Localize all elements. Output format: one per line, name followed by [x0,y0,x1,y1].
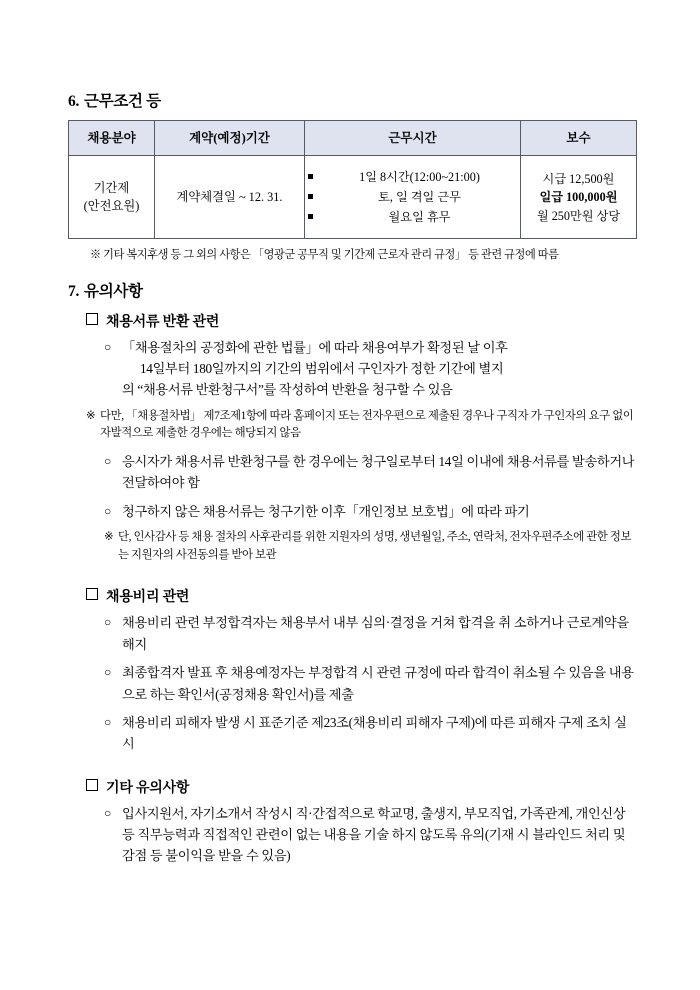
cell-pay [521,156,637,239]
section-7 [68,282,636,867]
header-contract-period: 계약(예정)기간 [155,121,305,156]
table-footnote: ※ 기타 복지후생 등 그 외의 사항은 「영광군 공무직 및 기간제 근로자 관리 규정」 등 관련 규정에 따름 [90,249,559,262]
list-item-line-1: 청구하지 않은 채용서류는 청구기한 이후「개인정보 보호법」에 따라 파기 [122,503,530,519]
list-item [104,501,636,522]
pay-line-1: 시급 12,500원 [542,171,615,186]
cell-recruit-field [69,156,155,239]
cell-contract-period: 계약체결일 ~ 12. 31. [155,156,305,239]
list-recruitment-corruption [104,612,636,754]
list-item-line-1: 채용비리 피해자 발생 시 표준기준 제23조(채용비리 피해자 구제)에 [122,714,488,730]
header-pay: 보수 [521,121,637,156]
working-hours-item-1: 1일 8시간(12:00~21:00) [308,167,517,187]
list-document-return-2 [104,451,636,522]
list-item-line-2: 가족관계, 개인신상 등 직무능력과 직접적인 관련이 없는 내용을 기술 [122,805,626,843]
header-working-hours: 근무시간 [305,121,521,156]
note-document-return-1 [86,408,636,443]
list-item-line-1: 응시자가 채용서류 반환청구를 한 경우에는 청구일로부터 14일 이내에 [122,454,504,470]
note-marker: ※ [86,409,96,422]
list-item-line-3: 하지 않도록 유의(기재 시 블라인드 처리 및 감점 등 불이익을 받을 수 있음) [122,827,626,864]
list-item-line-2: 소하거나 근로계약을 해지 [122,615,629,652]
note-marker: ※ [104,531,114,544]
list-marker: ○ [104,503,111,518]
list-item-line-2: 따른 피해자 구제 조치 실시 [122,714,627,752]
section-7-title: 유의사항 [84,283,143,301]
list-marker: ○ [104,454,111,469]
field-line-2: (안전요원) [83,199,140,214]
list-item-line-1: 「채용절차의 공정화에 관한 법률」에 따라 채용여부가 확정된 날 이후 [122,339,508,355]
list-item [104,712,636,755]
section-7-heading [68,282,636,301]
list-item [104,803,636,867]
checkbox-icon [86,588,98,600]
subheading-other-notices [86,777,636,797]
section-6-title: 근무조건 등 [84,93,161,110]
list-item-line-3: 의 “채용서류 반환청구서”를 작성하여 반환을 청구할 수 있음 [122,382,453,398]
pay-line-3: 월 250만원 상당 [536,208,621,223]
header-recruit-field: 채용분야 [69,121,155,156]
note-line-1: 다만, 「채용절차법」 제7조제1항에 따라 홈페이지 또는 전자우편으로 제출된 경우나 구직자 [100,409,529,422]
list-item-line-2: 취소될 수 있음을 내용으로 하는 확인서(공정채용 확인서)를 제출 [122,665,634,702]
field-line-1: 기간제 [93,180,130,195]
cell-working-hours [305,156,521,239]
list-other-notices [104,803,636,867]
section-6-heading [68,92,636,111]
table-header-row [69,121,637,156]
list-marker: ○ [104,805,111,820]
list-marker: ○ [104,665,111,680]
working-conditions-table [68,120,637,239]
working-hours-item-3: 월요일 휴무 [308,207,517,227]
list-item-line-1: 최종합격자 발표 후 채용예정자는 부정합격 시 관련 규정에 따라 합격이 [122,665,510,681]
list-item [104,612,636,655]
list-item [104,451,636,494]
list-item [104,337,636,401]
section-6-number: 6. [68,93,80,110]
table-body [69,156,637,239]
subheading-recruitment-corruption-label: 채용비리 관련 [106,590,190,606]
list-item [104,662,636,705]
subheading-recruitment-corruption [86,586,636,606]
working-hours-item-2: 토, 일 격일 근무 [308,187,517,207]
list-item-line-1: 입사지원서, 자기소개서 작성시 직·간접적으로 학교명, 출생지, 부모직업, [122,805,517,821]
working-hours-list [308,167,517,227]
list-document-return-1 [104,337,636,401]
list-marker: ○ [104,615,111,630]
list-marker: ○ [104,714,111,729]
section-7-number: 7. [68,283,80,301]
pay-line-2: 일급 100,000원 [539,190,618,205]
document-content [68,92,636,874]
note-document-return-2 [104,529,636,564]
list-marker: ○ [104,339,111,354]
table-row [69,156,637,239]
list-item-line-2: 채용서류를 발송하거나 전달하여야 함 [122,454,635,491]
subheading-other-notices-label: 기타 유의사항 [106,780,190,796]
checkbox-icon [86,779,98,791]
subheading-document-return [86,311,636,331]
note-line-1: 단, 인사감사 등 채용 절차의 사후관리를 위한 지원자의 성명, 생년월일, 주소, 연락처, [118,531,508,544]
list-item-line-1: 채용비리 관련 부정합격자는 채용부서 내부 심의·결정을 거쳐 합격을 취 [122,615,511,631]
note-line-2: 가 구인자의 요구 없이 자발적으로 제출한 경우에는 해당되지 않음 [100,409,634,440]
checkbox-icon [86,313,98,325]
list-item-line-2: 14일부터 180일까지의 기간의 범위에서 구인자가 정한 기간에 별지 [140,360,504,376]
table-header [69,121,637,156]
subheading-document-return-label: 채용서류 반환 관련 [106,314,220,330]
note-line-2: 전자우편주소에 관한 정보는 지원자의 사전동의를 받아 보관 [118,531,632,561]
